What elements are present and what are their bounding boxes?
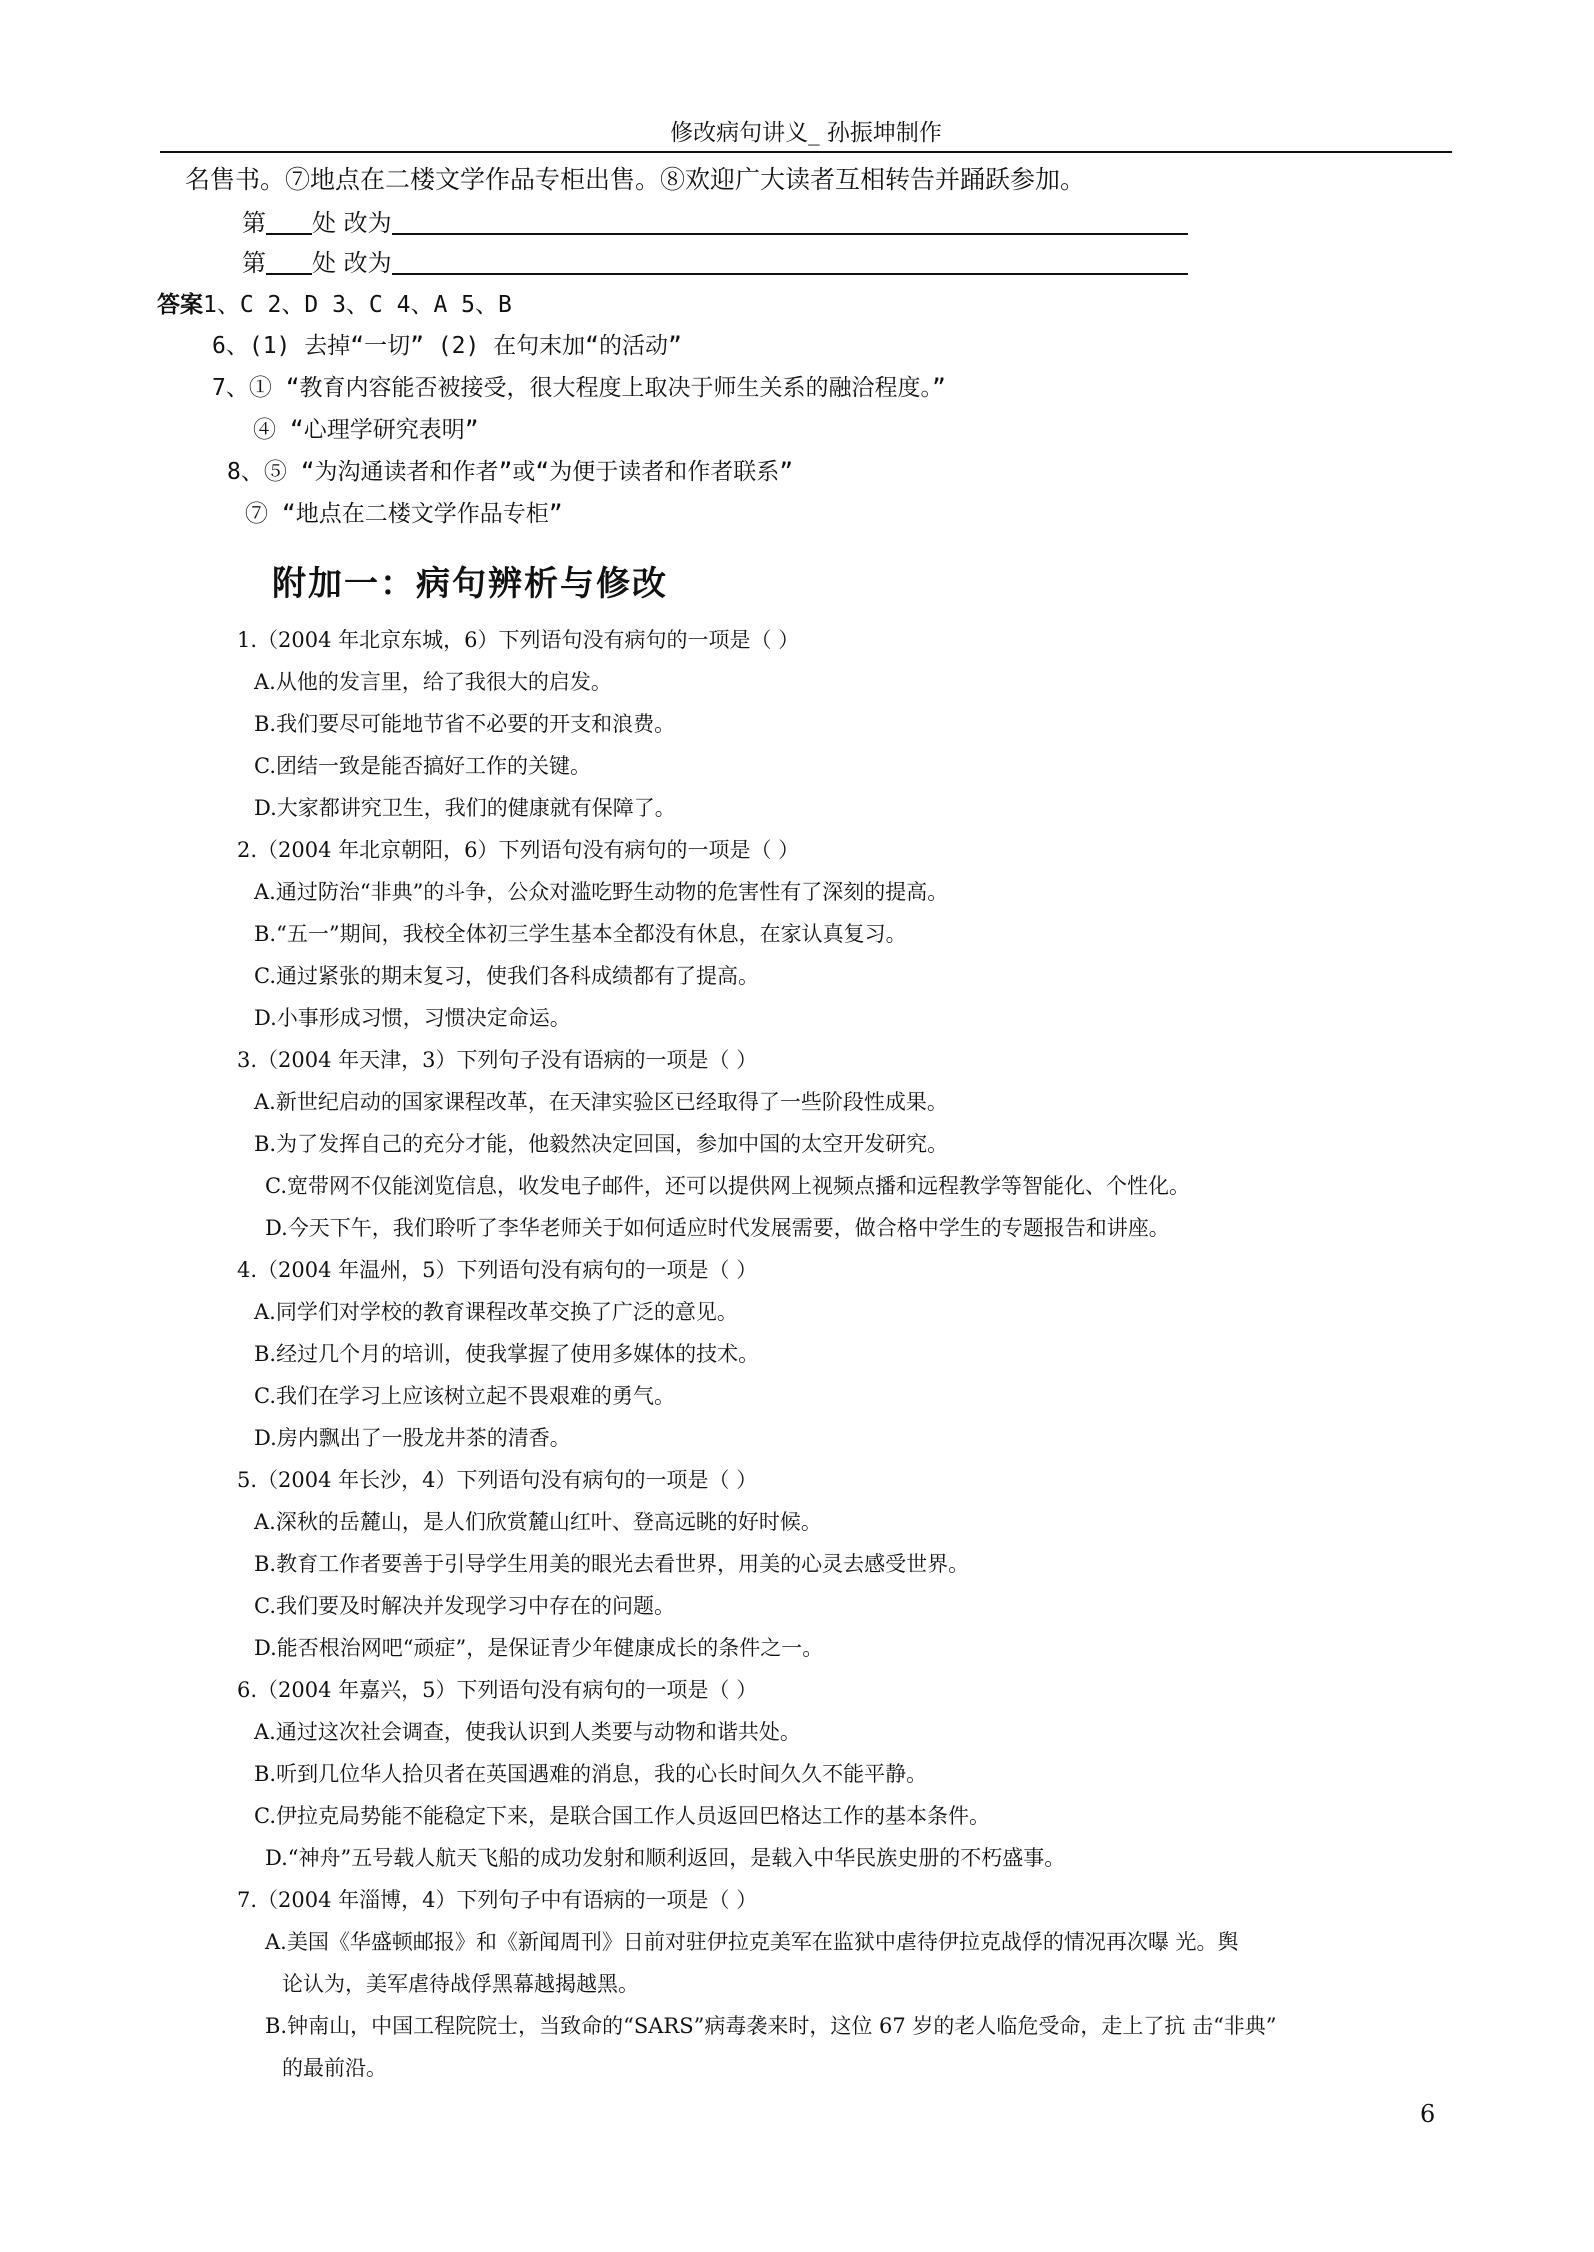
answer-8a: 8、⑤ “为沟通读者和作者”或“为便于读者和作者联系” [227,459,794,485]
question-option: B.为了发挥自己的充分才能，他毅然决定回国，参加中国的太空开发研究。 [254,1132,949,1156]
fill-mid: 处 改为 [312,209,392,237]
question-option: A.美国《华盛顿邮报》和《新闻周刊》日前对驻伊拉克美军在监狱中虐待伊拉克战俘的情况再次曝 光。舆 [265,1930,1239,1954]
answers-label: 答案 [157,291,203,318]
question-option: A.深秋的岳麓山，是人们欣赏麓山红叶、登高远眺的好时候。 [254,1510,822,1534]
fill-mid: 处 改为 [312,249,392,277]
fill-line-2 [242,247,1188,279]
top-line-1: 名售书。⑦地点在二楼文学作品专柜出售。⑧欢迎广大读者互相转告并踊跃参加。 [185,165,1086,194]
question-option: A.同学们对学校的教育课程改革交换了广泛的意见。 [254,1300,738,1324]
question-option: A.通过防治“非典”的斗争，公众对滥吃野生动物的危害性有了深刻的提高。 [254,880,949,904]
question-option: 论认为，美军虐待战俘黑幕越揭越黑。 [282,1972,639,1996]
fill-blank-number [266,209,312,235]
fill-prefix: 第 [242,249,266,277]
question-stem: 2.（2004 年北京朝阳，6）下列语句没有病句的一项是（ ） [237,838,800,862]
fill-blank-answer [392,209,1188,235]
question-option: D.小事形成习惯，习惯决定命运。 [254,1006,571,1030]
answer-7b: ④ “心理学研究表明” [253,417,479,443]
question-option: C.我们要及时解决并发现学习中存在的问题。 [254,1594,675,1618]
question-stem: 3.（2004 年天津，3）下列句子没有语病的一项是（ ） [237,1048,758,1072]
question-option: D.“神舟”五号载人航天飞船的成功发射和顺利返回，是载入中华民族史册的不朽盛事。 [265,1846,1066,1870]
answer-6: 6、(1) 去掉“一切” (2) 在句末加“的活动” [212,333,682,359]
question-option: C.通过紧张的期末复习，使我们各科成绩都有了提高。 [254,964,759,988]
question-option: A.通过这次社会调查，使我认识到人类要与动物和谐共处。 [254,1720,801,1744]
header-rule [160,151,1452,153]
appendix-title: 附加一：病句辨析与修改 [272,564,668,604]
fill-line-1 [242,207,1188,239]
question-option: D.大家都讲究卫生，我们的健康就有保障了。 [254,796,676,820]
question-option: B.我们要尽可能地节省不必要的开支和浪费。 [254,712,676,736]
question-option: B.听到几位华人拾贝者在英国遇难的消息，我的心长时间久久不能平静。 [254,1762,928,1786]
question-stem: 6.（2004 年嘉兴，5）下列语句没有病句的一项是（ ） [237,1678,758,1702]
question-option: D.今天下午，我们聆听了李华老师关于如何适应时代发展需要，做合格中学生的专题报告和讲座。 [265,1216,1170,1240]
fill-blank-answer [392,249,1188,275]
page-header: 修改病句讲义_ 孙振坤制作 [670,120,942,146]
question-option: C.团结一致是能否搞好工作的关键。 [254,754,591,778]
question-option: D.房内飘出了一股龙井茶的清香。 [254,1426,571,1450]
question-option: B.“五一”期间，我校全体初三学生基本全都没有休息，在家认真复习。 [254,922,907,946]
answers-line-1 [157,289,512,321]
question-stem: 7.（2004 年淄博，4）下列句子中有语病的一项是（ ） [237,1888,758,1912]
question-stem: 1.（2004 年北京东城，6）下列语句没有病句的一项是（ ） [237,628,800,652]
fill-blank-number [266,249,312,275]
answers-1-5: 1、C 2、D 3、C 4、A 5、B [203,292,512,318]
question-stem: 5.（2004 年长沙，4）下列语句没有病句的一项是（ ） [237,1468,758,1492]
question-option: B.教育工作者要善于引导学生用美的眼光去看世界，用美的心灵去感受世界。 [254,1552,970,1576]
question-option: C.我们在学习上应该树立起不畏艰难的勇气。 [254,1384,675,1408]
question-option: A.新世纪启动的国家课程改革，在天津实验区已经取得了一些阶段性成果。 [254,1090,948,1114]
page-number: 6 [1420,2100,1436,2128]
answer-7a: 7、① “教育内容能否被接受，很大程度上取决于师生关系的融洽程度。” [212,375,946,401]
question-option: B.经过几个月的培训，使我掌握了使用多媒体的技术。 [254,1342,760,1366]
fill-prefix: 第 [242,209,266,237]
question-option: C.宽带网不仅能浏览信息，收发电子邮件，还可以提供网上视频点播和远程教学等智能化、个性化。 [265,1174,1190,1198]
question-option: B.钟南山，中国工程院院士，当致命的“SARS”病毒袭来时，这位 67 岁的老人临危受命，走上了抗 击“非典” [265,2014,1277,2038]
answer-8b: ⑦ “地点在二楼文学作品专柜” [245,501,563,527]
question-option: 的最前沿。 [282,2056,387,2080]
question-option: A.从他的发言里，给了我很大的启发。 [254,670,612,694]
question-stem: 4.（2004 年温州，5）下列语句没有病句的一项是（ ） [237,1258,758,1282]
question-option: C.伊拉克局势能不能稳定下来，是联合国工作人员返回巴格达工作的基本条件。 [254,1804,990,1828]
question-option: D.能否根治网吧“顽症”，是保证青少年健康成长的条件之一。 [254,1636,824,1660]
